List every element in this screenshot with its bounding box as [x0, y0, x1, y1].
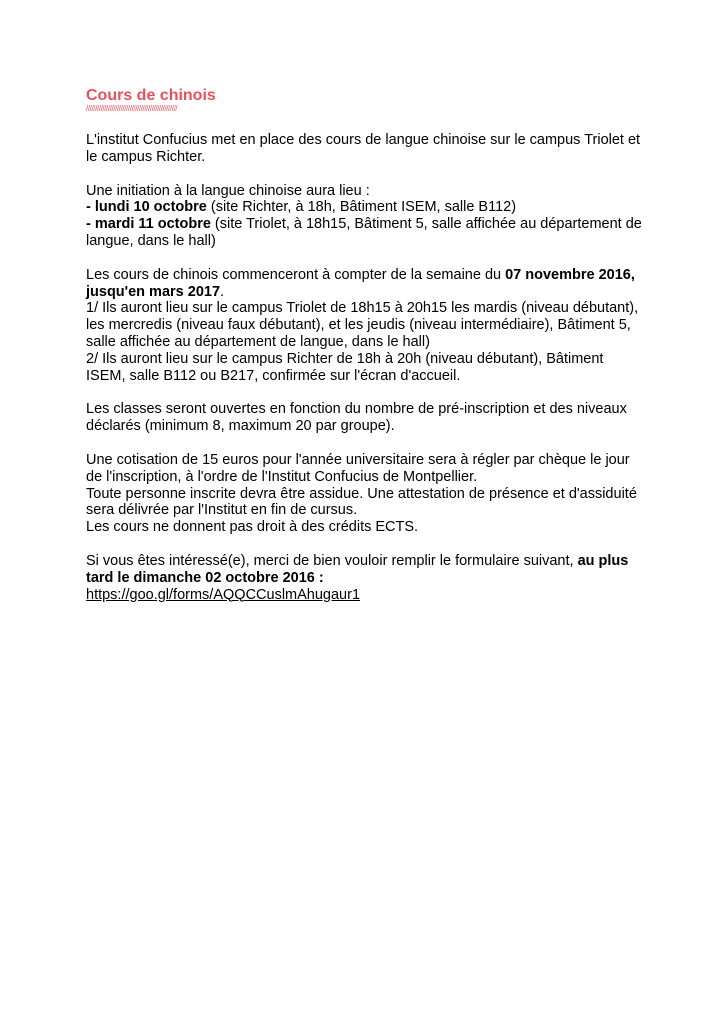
- fees-paragraph: [86, 452, 646, 536]
- attendance-line: Toute personne inscrite devra être assidue. Une attestation de présence et d'assiduité sera délivrée par l'Institut en fin de cursus.: [86, 485, 637, 519]
- initiation-item-1: [86, 199, 646, 216]
- courses-start-end: .: [220, 283, 225, 300]
- courses-paragraph: [86, 267, 646, 385]
- registration-text: [86, 553, 646, 587]
- registration-paragraph: [86, 553, 646, 603]
- initiation-paragraph: [86, 183, 646, 250]
- registration-deadline: au plus tard le dimanche 02 octobre 2016 :: [86, 552, 629, 586]
- courses-triolet: 1/ Ils auront lieu sur le campus Triolet de 18h15 à 20h15 les mardis (niveau débutant), les mercredis (niveau faux débutant), et les jeudis (niveau intermédiaire), Bâtiment 5, salle affichée au département de langue, dans le hall): [86, 300, 639, 350]
- intro-paragraph: L'institut Confucius met en place des cours de langue chinoise sur le campus Triolet et le campus Richter.: [86, 132, 641, 165]
- initiation-item-2-details: (site Triolet, à 18h15, Bâtiment 5, salle affichée au département de langue, dans le hall): [86, 216, 642, 249]
- registration-lead: Si vous êtes intéressé(e), merci de bien vouloir remplir le formulaire suivant,: [86, 552, 578, 569]
- ects-line: Les cours ne donnent pas droit à des crédits ECTS.: [86, 519, 419, 536]
- registration-form-link[interactable]: https://goo.gl/forms/AQQCCuslmAhugaur1: [86, 586, 361, 603]
- initiation-item-1-details: (site Richter, à 18h, Bâtiment ISEM, salle B112): [206, 199, 517, 216]
- initiation-intro: Une initiation à la langue chinoise aura lieu :: [86, 182, 370, 199]
- classes-paragraph: Les classes seront ouvertes en fonction du nombre de pré-inscription et des niveaux déclarés (minimum 8, maximum 20 par groupe).: [86, 401, 627, 435]
- fees-line: Une cotisation de 15 euros pour l'année universitaire sera à régler par chèque le jour de l'inscription, à l'ordre de l'Institut Confucius de Montpellier.: [86, 451, 630, 485]
- title-underline: //////////////////////////////////////////////////: [86, 104, 178, 113]
- courses-start-dates: 07 novembre 2016, jusqu'en mars 2017: [86, 266, 635, 300]
- page-title: Cours de chinois: [86, 87, 216, 104]
- initiation-item-1-date: - lundi 10 octobre: [86, 199, 207, 216]
- initiation-item-2-date: - mardi 11 octobre: [86, 216, 211, 233]
- document-page: [86, 86, 646, 603]
- initiation-item-2: [86, 216, 646, 250]
- courses-start-text: Les cours de chinois commenceront à compter de la semaine du: [86, 266, 506, 283]
- courses-richter: 2/ Ils auront lieu sur le campus Richter de 18h à 20h (niveau débutant), Bâtiment ISEM, salle B112 ou B217, confirmée sur l'écran d'accueil.: [86, 350, 604, 384]
- courses-start: [86, 267, 646, 301]
